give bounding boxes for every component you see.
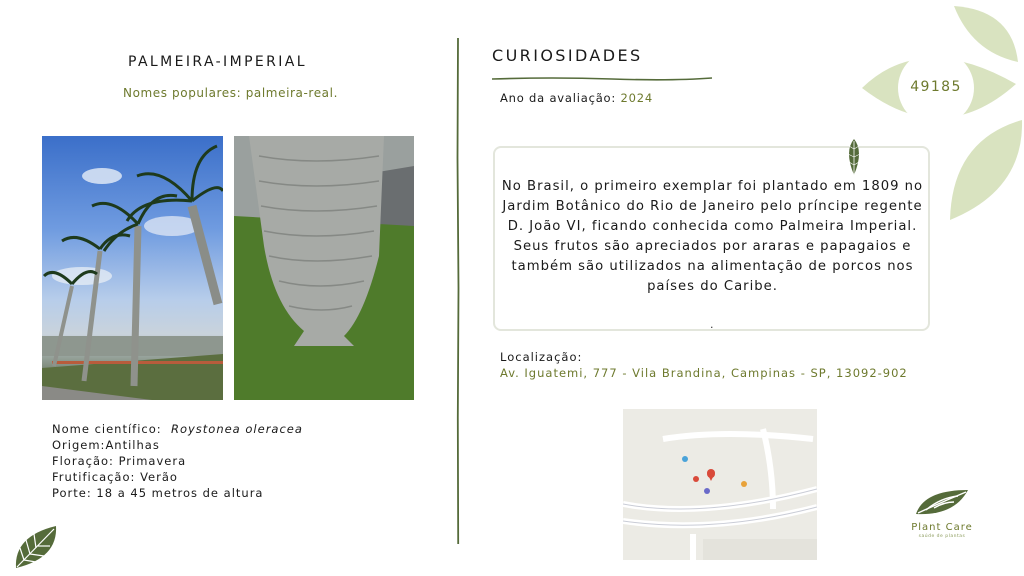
curiosity-text: No Brasil, o primeiro exemplar foi plantado em 1809 no Jardim Botânico do Rio de Janeiro pelo príncipe regente D. João VI, ficando conhecida como Palmeira Imperial. Seus frutos são apreciados por araras e papagaios e também são utilizados na alimentação de porcos nos países do Caribe. [501, 179, 924, 294]
plant-title: PALMEIRA-IMPERIAL [128, 54, 307, 70]
origin-value: Antilhas [105, 438, 160, 452]
popular-names-value: palmeira-real. [245, 86, 338, 100]
evaluation-number: 49185 [910, 79, 962, 95]
brand-name: Plant Care [911, 522, 973, 533]
plant-care-logo [914, 486, 970, 522]
flowering-label: Floração: [52, 454, 114, 468]
origin-label: Origem: [52, 438, 106, 452]
curiosities-title: CURIOSIDADES [492, 46, 643, 65]
evaluation-year-label: Ano da avaliação: [500, 91, 617, 105]
fruiting-row [52, 469, 303, 485]
popular-names [123, 86, 338, 100]
leaf-icon [844, 139, 864, 181]
brand-tagline: saúde de plantas [918, 534, 966, 539]
flowering-value: Primavera [118, 454, 187, 468]
palm-trees-photo [42, 136, 223, 400]
size-row [52, 485, 303, 501]
scientific-name-label: Nome científico: [52, 422, 162, 436]
size-label: Porte: [52, 486, 92, 500]
column-divider [456, 38, 460, 544]
palm-trunk-photo [234, 136, 414, 400]
location-label: Localização: [500, 350, 583, 364]
size-value: 18 a 45 metros de altura [96, 486, 264, 500]
popular-names-label: Nomes populares: [123, 86, 242, 100]
leaf-decoration [862, 0, 1024, 226]
leaf-icon [12, 524, 60, 574]
plant-details [52, 421, 303, 501]
scientific-name-row [52, 421, 303, 437]
evaluation-year-value: 2024 [620, 91, 654, 105]
fruiting-value: Verão [140, 470, 178, 484]
origin-row [52, 437, 303, 453]
title-underline [492, 68, 714, 87]
evaluation-year [500, 91, 653, 105]
location-address[interactable]: Av. Iguatemi, 777 - Vila Brandina, Campinas - SP, 13092-902 [500, 366, 908, 380]
location-map[interactable] [623, 409, 817, 560]
fruiting-label: Frutificação: [52, 470, 136, 484]
curiosity-dot: . [710, 318, 714, 331]
flowering-row [52, 453, 303, 469]
scientific-name-value: Roystonea oleracea [170, 422, 303, 436]
